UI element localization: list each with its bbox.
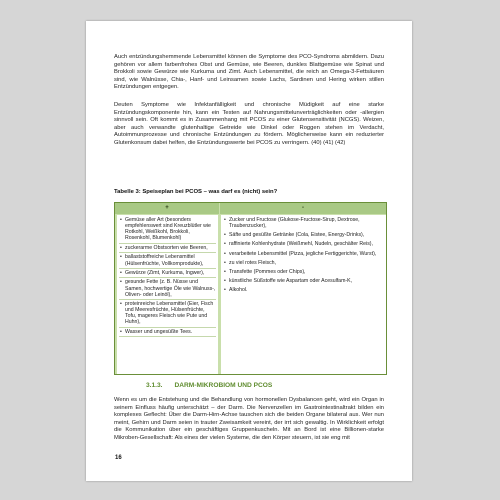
- section-title: DARM-MIKROBIOM UND PCOS: [174, 382, 273, 389]
- list-item: • Säfte und gesüßte Getränke (Cola, Eistee, Energy-Drinks),: [223, 231, 384, 240]
- table-caption: Tabelle 3: Speiseplan bei PCOS – was darf es (nicht) sein?: [114, 189, 278, 195]
- paragraph-gut-microbiome: Wenn es um die Entstehung und die Behandlung von hormonellen Dysbalancen geht, wird ein Organ in seinem Einfluss häufig unterschätzt – der Darm. Die Nervenzellen im Gastrointestinaltrakt bilden ein komplexes Geflecht: Über die Darm-Hirn-Achse tauschen sich die beiden Organe bilateral aus. Wer nun meint, Gehirn und Darm seien in trauter Zweisamkeit vereint, der irrt sich gewaltig. In Wirklichkeit erfolgt die Kommunikation über ein geschäftiges Gruppenkuscheln. Mit an Bord ist eine Billionen-starke Mikroben-Gesellschaft: Als eines der vielen Systeme, die den Körper steuern, ist sie eng mit: [114, 397, 384, 441]
- document-page: [86, 21, 412, 481]
- list-item: • Gewürze (Zimt, Kurkuma, Ingwer),: [119, 269, 216, 278]
- list-item: • Wasser und ungesüßte Tees.: [119, 328, 216, 337]
- paragraph-gluten: Deuten Symptome wie Infektanfälligkeit und chronische Müdigkeit auf eine starke Entzündungskomponente hin, kann ein Testen auf Nahrungsmittelunverträglichkeiten oder -allergien sinnvoll sein. Oft kommt es in Zusammenhang mit PCOS zu einer Glutensensitivität (NCGS). Weizen, aber auch verwandte glutenhaltige Getreide wie Dinkel oder Roggen stehen im Verdacht, Autoimmunprozesse und chronische Entzündungen zu fördern. Möglicherweise kann ein reduzierter Glutenkonsum dabei helfen, die Entzündungswerte bei PCOS zu verringern. (40) (41) (42): [114, 102, 384, 146]
- list-item: • raffinierte Kohlenhydrate (Weißmehl, Nudeln, geschälter Reis),: [223, 240, 384, 249]
- section-number: 3.1.3.: [146, 382, 163, 389]
- list-item: • ballaststoffreiche Lebensmittel (Hülsenfrüchte, Vollkornprodukte),: [119, 253, 216, 269]
- list-item: • zuckerarme Obstsorten wie Beeren,: [119, 244, 216, 253]
- section-heading: [146, 382, 386, 389]
- list-item: • zu viel rotes Fleisch,: [223, 258, 384, 267]
- table-header-minus: -: [220, 203, 386, 214]
- list-item: • Zucker und Fructose (Glukose-Fructose-Sirup, Dextrose, Traubenzucker),: [223, 216, 384, 231]
- list-item: • Alkohol.: [223, 286, 384, 295]
- table-header-plus: +: [115, 203, 219, 214]
- list-item: • gesunde Fette (z. B. Nüsse und Samen, hochwertige Öle wie Walnuss-, Oliven- oder Leinöl),: [119, 278, 216, 300]
- page-number: 16: [115, 455, 122, 461]
- list-item: • verarbeitete Lebensmittel (Pizza, jegliche Fertiggerichte, Wurst),: [223, 249, 384, 258]
- list-item: • Transfette (Pommes oder Chips),: [223, 267, 384, 276]
- list-item: • proteinreiche Lebensmittel (Eier, Fisch und Meeresfrüchte, Hülsenfrüchte, Tofu, mageres Fleisch wie Pute und Huhn),: [119, 300, 216, 328]
- avoided-foods-list: [221, 215, 386, 374]
- allowed-foods-list: [117, 215, 218, 374]
- list-item: • Gemüse aller Art (besonders empfehlenswert sind Kreuzblütler wie Rotkohl, Weißkohl, Brokkoli, Rosenkohl, Blumenkohl): [119, 216, 216, 244]
- paragraph-anti-inflammatory: Auch entzündungshemmende Lebensmittel können die Symptome des PCO-Syndroms abmildern. Dazu gehören vor allem farbenfrohes Obst und Gemüse, wie Beeren, dunkles Blattgemüse wie Spinat und Brokkoli sowie Gewürze wie Kurkuma und Zimt. Auch Lebensmittel, die reich an Omega-3-Fettsäuren sind, wie Walnüsse, Chia-, Hanf- und Leinsamen sowie Lachs, Sardinen und Hering wirken stillen Entzündungen entgegen.: [114, 54, 384, 91]
- list-item: • künstliche Süßstoffe wie Aspartam oder Acesulfam-K,: [223, 277, 384, 286]
- meal-plan-table: [114, 202, 387, 375]
